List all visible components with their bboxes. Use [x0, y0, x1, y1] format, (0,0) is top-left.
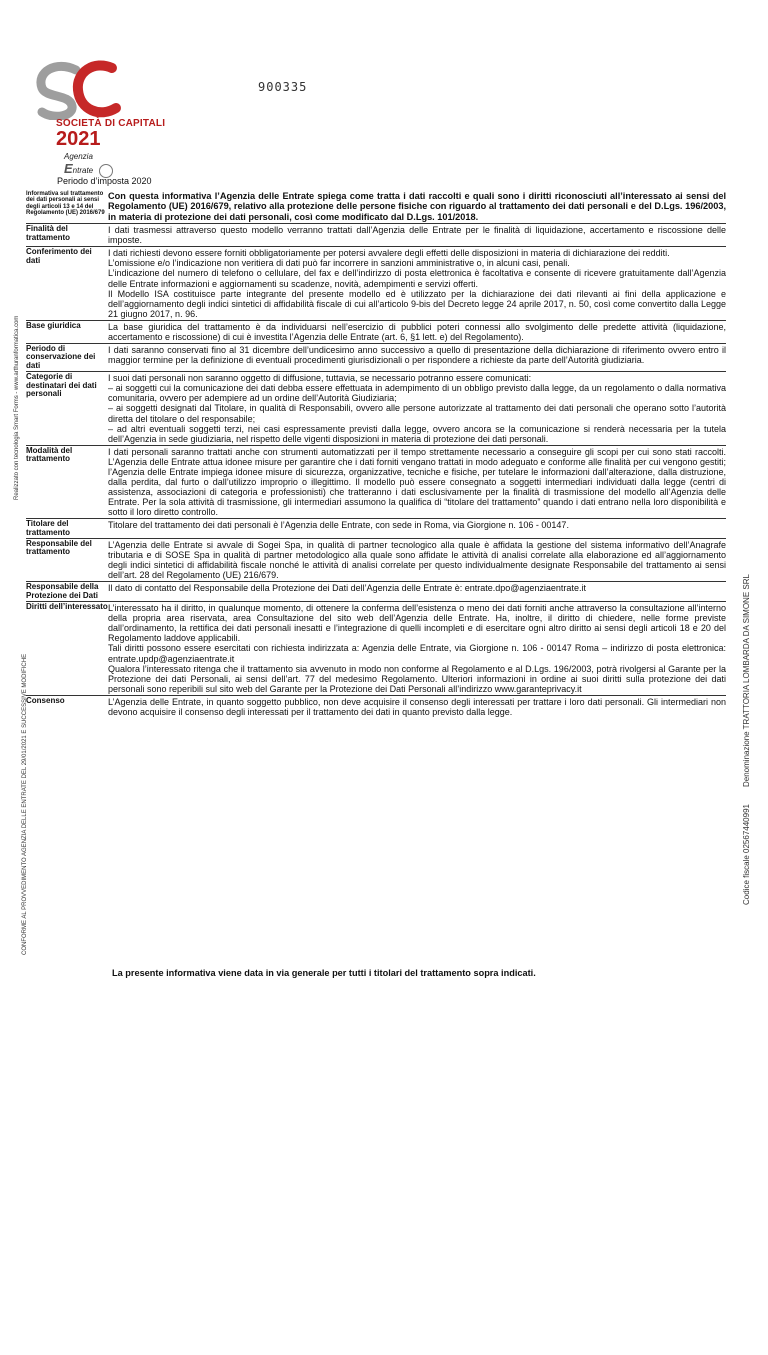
section-paragraph: – ai soggetti designati dal Titolare, in qualità di Responsabili, ovvero alle persone autorizzate al trattamento dei dati personali che operano sotto l’autorità diretta del titolare o del responsabile; — [108, 403, 726, 424]
form-code: 900335 — [258, 80, 308, 94]
section-paragraph: I dati personali saranno trattati anche con strumenti automatizzati per il tempo strettamente necessario a conseguire gli scopi per cui sono stati raccolti. L’Agenzia delle Entrate attua idonee misure per garantire che i dati forniti vengano trattati in modo adeguato e conforme alle finalità per cui vengono gestiti; l’Agenzia delle Entrate impiega idonee misure di sicurezza, organizzative, tecniche e fisiche, per tutelare le informazioni dall’alterazione, dalla distruzione, dalla perdita, dal furto o dall’utilizzo improprio o illegittimo. Il modello può essere consegnato a soggetti intermediari individuati dalla legge (centri di assistenza, associazioni di categoria e professionisti) che tratteranno i dati esclusivamente per la finalità di trasmissione del modello all’Agenzia delle Entrate. Per la sola attività di trasmissione, gli intermediari assumono la qualifica di “titolare del trattamento” quando i dati entrano nella loro disponibilità e sotto il loro diretto controllo. — [108, 446, 726, 518]
section-paragraph: Il dato di contatto del Responsabile della Protezione dei Dati dell’Agenzia delle Entrate è: entrate.dpo@agenziaentrate.it — [108, 583, 586, 594]
section-row — [26, 344, 726, 372]
section-label: Conferimento dei dati — [26, 247, 108, 321]
sc-logo-icon — [36, 60, 146, 120]
section-row — [26, 582, 726, 602]
section-text — [108, 372, 726, 446]
section-paragraph: La base giuridica del trattamento è da individuarsi nell’esercizio di pubblici poteri connessi allo svolgimento delle predette attività (liquidazione, accertamento e riscossione) di cui è investita l’Agenzia delle Entrate (art. 6, §1 lett. e) del Regolamento). — [108, 321, 726, 342]
section-label: Modalità del trattamento — [26, 445, 108, 519]
intro-text: Con questa informativa l’Agenzia delle Entrate spiega come tratta i dati raccolti e quali sono i diritti riconosciuti all’interessato ai sensi del Regolamento (UE) 2016/679, relativo alla protezione delle persone fisiche con riguardo al trattamento dei dati personali e del D.Lgs. 196/2003, in materia di protezione dei dati personali, così come modificato dal D.Lgs. 101/2018. — [108, 191, 726, 222]
section-row — [26, 247, 726, 321]
left-side-note — [14, 300, 26, 500]
section-text — [108, 247, 726, 321]
section-label: Responsabile del trattamento — [26, 539, 108, 582]
tax-code: Codice fiscale 02567440991 — [742, 804, 751, 905]
section-paragraph: I suoi dati personali non saranno oggetto di diffusione, tuttavia, se necessario potranno essere comunicati: — [108, 373, 532, 384]
section-paragraph: L’interessato ha il diritto, in qualunque momento, di ottenere la conferma dell’esistenza o meno dei dati forniti anche attraverso la consultazione all’interno della propria area riservata, area Consultazione del sito web dell’Agenzia delle Entrate. Ha, inoltre, il diritto di chiedere, nelle forme previste dall’ordinamento, la rettifica dei dati personali inesatti e l’integrazione di quelli incompleti e di esercitare ogni altro diritto ai sensi degli articoli 18 e 20 del Regolamento laddove applicabili. — [108, 603, 726, 644]
section-label: Categorie di destinatari dei dati personali — [26, 372, 108, 446]
company-name: Denominazione TRATTORIA LOMBARDA DA SIMONE SRL — [742, 574, 751, 787]
section-paragraph: Qualora l’interessato ritenga che il trattamento sia avvenuto in modo non conforme al Regolamento e al D.Lgs. 196/2003, potrà rivolgersi al Garante per la Protezione dei dati Personali, ai sensi dell’art. 77 del medesimo Regolamento. Ulteriori informazioni in ordine ai suoi diritti sulla protezione dei dati personali sono reperibili sul sito web del Garante per la Protezione dei Dati Personali all’indirizzo www.garanteprivacy.it — [108, 663, 726, 694]
section-row — [26, 539, 726, 582]
section-label: Periodo di conservazione dei dati — [26, 344, 108, 372]
section-paragraph: L’indicazione del numero di telefono o cellulare, del fax e dell’indirizzo di posta elettronica è facoltativa e consente di ricevere gratuitamente dall’Agenzia delle Entrate informazioni e aggiornamenti su scadenze, novità, adempimenti e servizi offerti. — [108, 268, 726, 289]
section-label: Base giuridica — [26, 320, 108, 343]
left-side-compliance-text: CONFORME AL PROVVEDIMENTO AGENZIA DELLE ENTRATE DEL 29/01/2021 E SUCCESSIVE MODIFICHE — [22, 653, 28, 955]
section-text — [108, 445, 726, 519]
company-type: SOCIETÀ DI CAPITALI — [56, 118, 166, 129]
section-text — [108, 519, 726, 539]
agency-initial-icon: E — [64, 161, 73, 176]
section-row — [26, 519, 726, 539]
sections-body — [26, 224, 726, 718]
section-paragraph: L’omissione e/o l’indicazione non veritiera di dati può far incorrere in sanzioni amministrative o, in alcuni casi, penali. — [108, 258, 570, 269]
agency-logo — [64, 152, 113, 178]
section-label: Consenso — [26, 695, 108, 718]
section-row — [26, 445, 726, 519]
left-side-note-text: Realizzato con tecnologia Smart Forms - www.arthuranformatica.com — [14, 315, 20, 500]
section-paragraph: L’Agenzia delle Entrate, in quanto soggetto pubblico, non deve acquisire il consenso degli interessati per trattare i loro dati personali. Gli intermediari non devono acquisire il consenso degli interessati per il trattamento dei dati in quanto previsto dalla legge. — [108, 696, 726, 717]
agency-line1: Agenzia — [64, 152, 93, 161]
tax-year: 2021 — [56, 128, 101, 150]
section-paragraph: Titolare del trattamento dei dati personali è l’Agenzia delle Entrate, con sede in Roma, via Giorgione n. 106 - 00147. — [108, 520, 569, 531]
section-label: Diritti dell’interessato — [26, 602, 108, 696]
section-label: Finalità del trattamento — [26, 224, 108, 247]
section-paragraph: L’Agenzia delle Entrate si avvale di Sogei Spa, in qualità di partner tecnologico alla quale è affidata la gestione del sistema informativo dell’Anagrafe tributaria e di SOSE Spa in qualità di partner metodologico alla quale sono affidate le attività di analisi correlate alla elaborazione ed all’aggiornamento degli indici sintetici di affidabilità fiscale nonché le attività di analisi correlate per questo individualmente designate Responsabile del trattamento ai sensi dell’art. 28 del Regolamento (UE) 216/679. — [108, 540, 726, 581]
section-text — [108, 224, 726, 247]
left-side-compliance — [22, 653, 32, 1355]
section-text — [108, 539, 726, 582]
tax-period: Periodo d’imposta 2020 — [57, 176, 152, 186]
intro-label: Informativa sul trattamento dei dati personali ai sensi degli articoli 13 e 14 del Regolamento (UE) 2016/679 — [26, 191, 105, 216]
section-paragraph: I dati saranno conservati fino al 31 dicembre dell’undicesimo anno successivo a quello di presentazione della dichiarazione di riferimento ovvero entro il maggior termine per la definizione di eventuali procedimenti giurisdizionali o per rispondere a richieste da parte dell’Autorità giudiziaria. — [108, 345, 726, 366]
section-text — [108, 582, 726, 602]
section-paragraph: I dati richiesti devono essere forniti obbligatoriamente per potersi avvalere degli effetti delle disposizioni in materia di dichiarazione dei redditi. — [108, 248, 670, 259]
closing-statement: La presente informativa viene data in via generale per tutti i titolari del trattamento sopra indicati. — [112, 968, 536, 978]
section-row — [26, 372, 726, 446]
section-row — [26, 320, 726, 343]
intro-row — [26, 190, 726, 224]
privacy-table — [26, 190, 726, 718]
section-paragraph: – ad altri eventuali soggetti terzi, nei casi espressamente previsti dalla legge, ovvero ancora se la comunicazione si renderà necessaria per la tutela dell’Agenzia in sede giudiziaria, nel rispetto delle vigenti disposizioni in materia di protezione dei dati personali. — [108, 423, 726, 444]
agency-line2: ntrate — [72, 166, 94, 175]
section-paragraph: Tali diritti possono essere esercitati con richiesta indirizzata a: Agenzia delle Entrate, via Giorgione n. 106 - 00147 Roma – indirizzo di posta elettronica: entrate.updp@agenziaentrate.it — [108, 643, 726, 664]
section-text — [108, 344, 726, 372]
section-paragraph: Il Modello ISA costituisce parte integrante del presente modello ed è utilizzato per la dichiarazione dei dati rilevanti ai fini della applicazione e dell’aggiornamento degli indici sintetici di affidabilità fiscale di cui all’articolo 9-bis del Decreto legge 24 aprile 2017, n. 50, così come convertito dalla Legge 21 giugno 2017, n. 96. — [108, 288, 726, 319]
section-label: Titolare del trattamento — [26, 519, 108, 539]
section-row — [26, 602, 726, 696]
section-label: Responsabile della Protezione dei Dati — [26, 582, 108, 602]
section-text — [108, 320, 726, 343]
section-row — [26, 695, 726, 718]
section-text — [108, 695, 726, 718]
section-paragraph: – ai soggetti cui la comunicazione dei dati debba essere effettuata in adempimento di un obbligo previsto dalla legge, da un regolamento o dalla normativa comunitaria, ovvero per adempiere ad un ordine dell’Autorità Giudiziaria; — [108, 383, 726, 404]
section-text — [108, 602, 726, 696]
section-paragraph: I dati trasmessi attraverso questo modello verranno trattati dall’Agenzia delle Entrate per le finalità di liquidazione, accertamento e riscossione delle imposte. — [108, 225, 726, 246]
section-row — [26, 224, 726, 247]
right-side-texts — [742, 574, 754, 1305]
